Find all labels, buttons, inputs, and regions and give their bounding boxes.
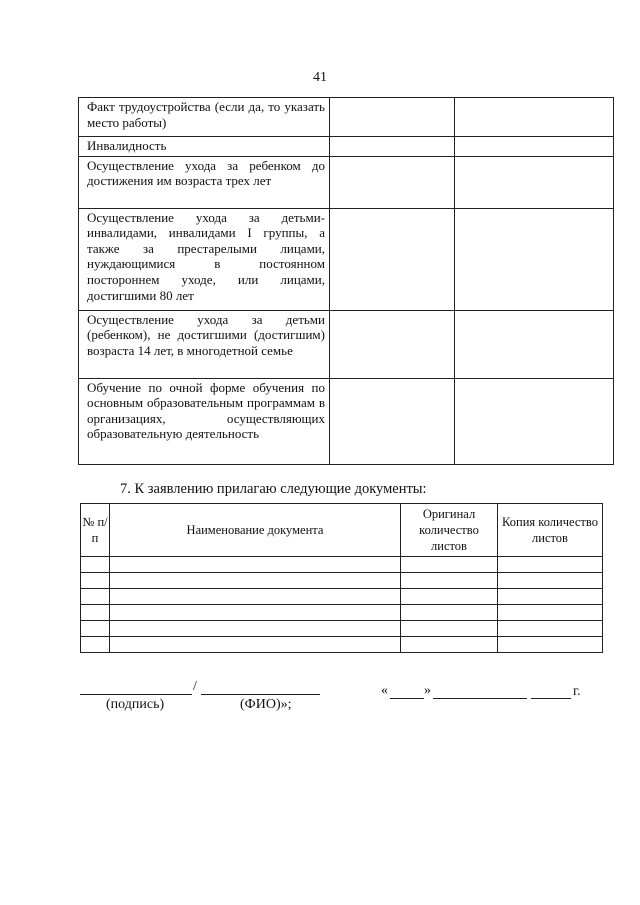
signature-separator: / (193, 679, 197, 694)
table-cell[interactable] (110, 637, 401, 653)
criteria-cell (455, 310, 614, 378)
column-header-original: Оригинал количество листов (401, 504, 498, 557)
table-cell[interactable] (498, 621, 603, 637)
criteria-label: Инвалидность (79, 137, 330, 157)
table-row (79, 310, 614, 378)
date-year-line[interactable] (531, 698, 571, 699)
criteria-cell (330, 378, 455, 464)
table-cell[interactable] (401, 621, 498, 637)
table-row (81, 605, 603, 621)
criteria-label: Осуществление ухода за детьми-инвалидами, инвалидами I группы, а также за престарелыми лицами, нуждающимися в постоянном постороннем уходе, или лицами, достигшими 80 лет (79, 208, 330, 310)
criteria-cell (330, 137, 455, 157)
documents-heading: 7. К заявлению прилагаю следующие документы: (120, 481, 427, 497)
column-header-copy: Копия количество листов (498, 504, 603, 557)
criteria-cell (455, 137, 614, 157)
table-cell[interactable] (498, 557, 603, 573)
table-cell[interactable] (81, 637, 110, 653)
date-month-line[interactable] (433, 698, 527, 699)
table-row (81, 637, 603, 653)
criteria-cell (330, 310, 455, 378)
table-cell[interactable] (498, 605, 603, 621)
table-cell[interactable] (110, 573, 401, 589)
column-header-number: № п/п (81, 504, 110, 557)
documents-table (80, 503, 603, 653)
criteria-cell (455, 98, 614, 137)
table-cell[interactable] (401, 637, 498, 653)
table-cell[interactable] (81, 557, 110, 573)
table-row (79, 137, 614, 157)
table-cell[interactable] (110, 557, 401, 573)
table-row (81, 557, 603, 573)
criteria-cell (455, 156, 614, 208)
table-cell[interactable] (401, 605, 498, 621)
signature-caption: (подпись) (106, 697, 165, 712)
table-cell[interactable] (81, 621, 110, 637)
table-cell[interactable] (401, 589, 498, 605)
table-row (79, 156, 614, 208)
criteria-cell (455, 208, 614, 310)
date-quote-open: « (381, 683, 388, 698)
table-cell[interactable] (401, 557, 498, 573)
table-row (79, 98, 614, 137)
criteria-cell (330, 208, 455, 310)
criteria-table (78, 97, 614, 465)
full-name-line[interactable] (201, 694, 320, 695)
table-cell[interactable] (110, 605, 401, 621)
table-cell[interactable] (81, 573, 110, 589)
criteria-cell (330, 156, 455, 208)
table-row (81, 573, 603, 589)
full-name-caption: (ФИО)»; (240, 697, 292, 712)
table-cell[interactable] (110, 621, 401, 637)
column-header-name: Наименование документа (110, 504, 401, 557)
page-number: 41 (313, 70, 327, 85)
table-cell[interactable] (81, 605, 110, 621)
criteria-cell (455, 378, 614, 464)
date-day-line[interactable] (390, 698, 424, 699)
date-year-suffix: г. (573, 684, 581, 699)
signature-line[interactable] (80, 694, 192, 695)
table-row (79, 378, 614, 464)
table-cell[interactable] (110, 589, 401, 605)
table-cell[interactable] (498, 573, 603, 589)
date-quote-close: » (424, 683, 431, 698)
table-cell[interactable] (81, 589, 110, 605)
table-cell[interactable] (401, 573, 498, 589)
table-row (79, 208, 614, 310)
table-row (81, 589, 603, 605)
table-row (81, 621, 603, 637)
criteria-cell (330, 98, 455, 137)
criteria-label: Осуществление ухода за ребенком до достижения им возраста трех лет (79, 156, 330, 208)
table-cell[interactable] (498, 637, 603, 653)
criteria-label: Осуществление ухода за детьми (ребенком), не достигшими (достигшим) возраста 14 лет, в многодетной семье (79, 310, 330, 378)
criteria-label: Факт трудоустройства (если да, то указать место работы) (79, 98, 330, 137)
table-cell[interactable] (498, 589, 603, 605)
table-header-row (81, 504, 603, 557)
criteria-label: Обучение по очной форме обучения по основным образовательным программам в организациях, осуществляющих образовательную деятельность (79, 378, 330, 464)
